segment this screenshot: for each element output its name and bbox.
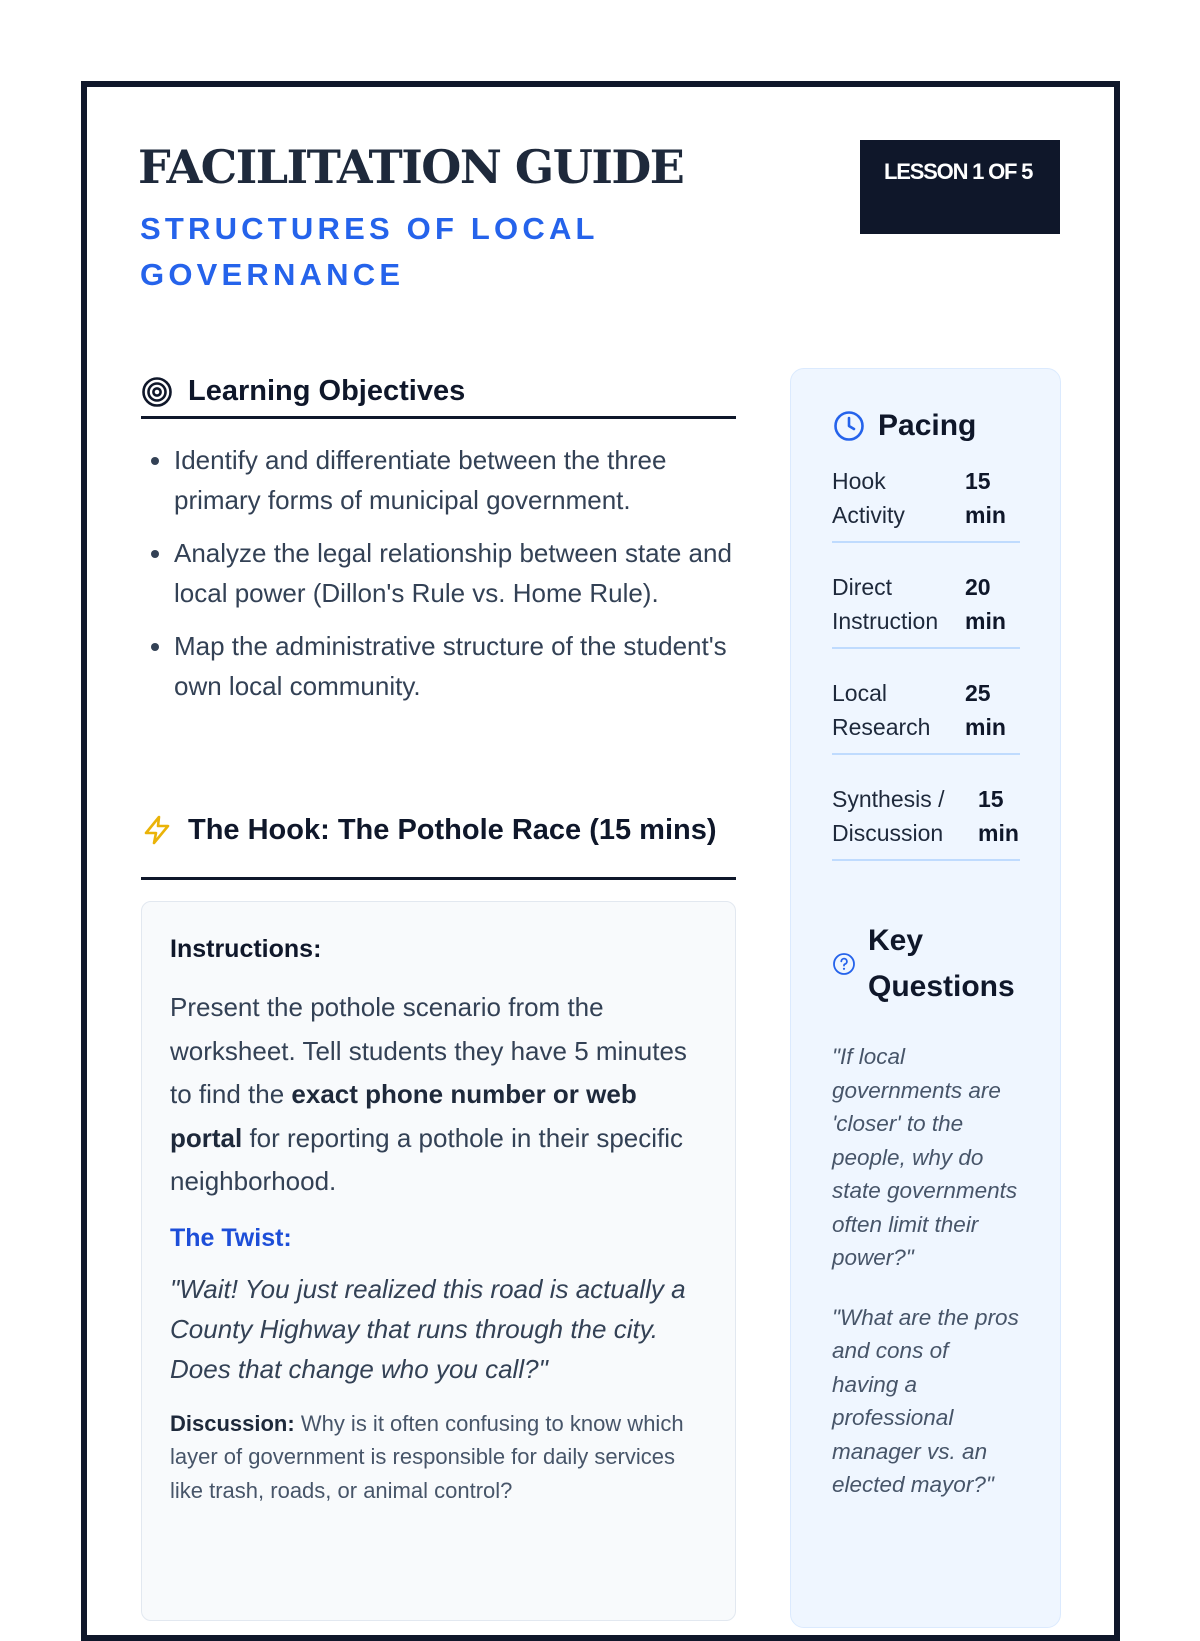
pacing-activity: Hook Activity <box>832 468 905 528</box>
objective-item: • Map the administrative structure of the student's own local community. <box>174 626 741 706</box>
key-questions-header <box>832 918 1020 1010</box>
objective-item: • Identify and differentiate between the three primary forms of municipal government. <box>174 440 741 520</box>
pacing-row <box>832 783 1020 861</box>
clock-icon <box>832 409 866 443</box>
pacing-heading: Pacing <box>878 409 977 442</box>
pacing-activity: Local Research <box>832 680 931 740</box>
pacing-duration: 15 min <box>978 786 1019 846</box>
page-title: FACILITATION GUIDE <box>138 140 684 194</box>
pacing-duration: 15 min <box>965 468 1006 528</box>
lesson-badge: LESSON 1 OF 5 <box>860 140 1060 234</box>
pacing-row <box>832 465 1020 543</box>
discussion-text: Discussion: Why is it often confusing to know which layer of government is responsible for daily services like trash, roads, or animal control? <box>170 1410 684 1503</box>
objective-item: • Analyze the legal relationship between state and local power (Dillon's Rule vs. Home Rule). <box>174 533 741 613</box>
instructions-text: Present the pothole scenario from the worksheet. Tell students they have 5 minutes to find the exact phone number or web portal for reporting a pothole in their specific neighborhood. <box>170 992 687 1196</box>
hook-heading: The Hook: The Pothole Race (15 mins) <box>188 814 717 846</box>
key-question: "If local governments are 'closer' to the people, why do state governments often limit their power?" <box>832 1044 1018 1270</box>
sidebar-panel <box>790 368 1061 1628</box>
pacing-header <box>832 409 1020 443</box>
objectives-list <box>141 440 741 719</box>
pacing-row <box>832 571 1020 649</box>
lightning-icon <box>141 814 173 846</box>
question-circle-icon <box>832 952 856 976</box>
instructions-label: Instructions: <box>170 935 322 963</box>
hook-section-header <box>141 783 736 880</box>
key-question: "What are the pros and cons of having a professional manager vs. an elected mayor?" <box>832 1304 1019 1497</box>
pacing-activity: Direct Instruction <box>832 574 939 634</box>
twist-label: The Twist: <box>170 1223 292 1252</box>
page-subtitle: STRUCTURES OF LOCAL GOVERNANCE <box>140 211 599 292</box>
hook-instructions-card <box>141 901 736 1621</box>
objectives-section-header <box>141 367 736 419</box>
pacing-activity: Synthesis / Discussion <box>832 786 945 846</box>
pacing-duration: 20 min <box>965 574 1006 634</box>
pacing-row <box>832 677 1020 755</box>
pacing-duration: 25 min <box>965 680 1006 740</box>
discussion-label: Discussion: <box>170 1410 295 1436</box>
objectives-heading: Learning Objectives <box>188 375 466 407</box>
twist-quote: "Wait! You just realized this road is actually a County Highway that runs through the city. Does that change who you call?" <box>170 1273 686 1384</box>
key-questions-heading: Key Questions <box>868 924 1015 1003</box>
target-icon <box>141 376 173 408</box>
instructions-emphasis: exact phone number or web portal <box>170 1079 637 1153</box>
